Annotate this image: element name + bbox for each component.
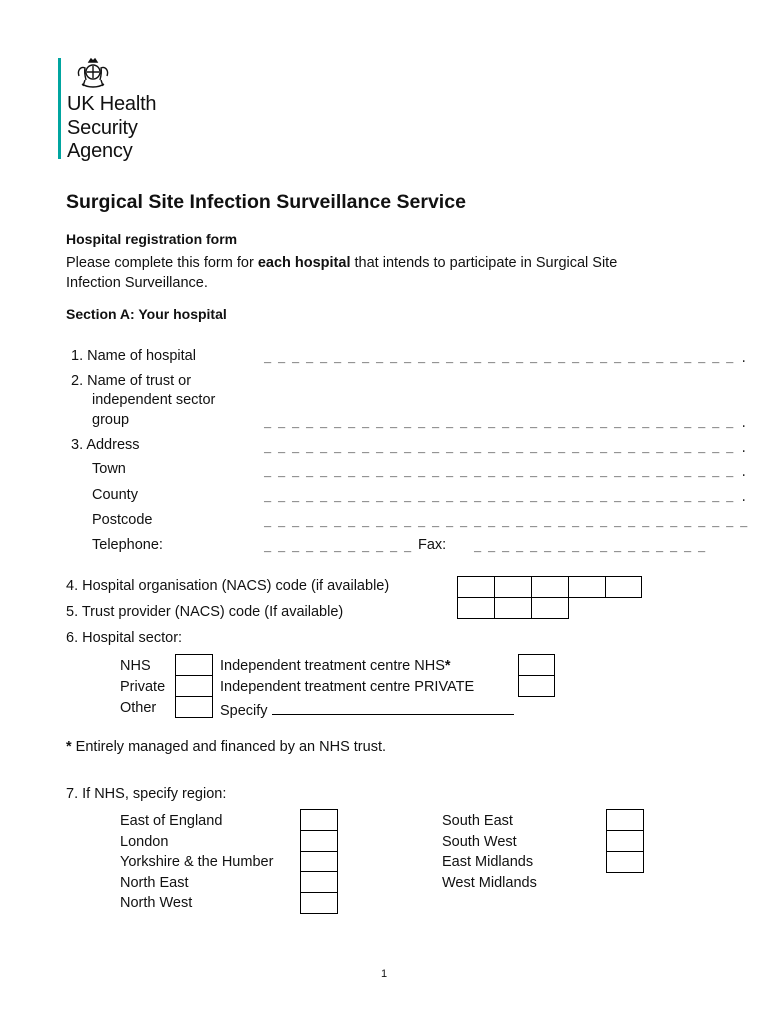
hospital-code-box-5[interactable] — [605, 576, 642, 598]
trust-name-field[interactable]: _ _ _ _ _ _ _ _ _ _ _ _ _ _ _ _ _ _ _ _ _ _ _ _ _ _ _ _ _ _ _ _ _ _ . — [264, 417, 748, 431]
region-north-east-checkbox[interactable] — [300, 871, 338, 893]
specify-label: Specify — [220, 703, 268, 719]
footnote-asterisk: * — [66, 739, 72, 755]
region-london-checkbox[interactable] — [300, 830, 338, 852]
intro-paragraph — [66, 254, 676, 293]
sector-other-label: Other — [120, 700, 157, 716]
region-south-east-checkbox[interactable] — [606, 809, 644, 831]
hospital-code-box-1[interactable] — [457, 576, 495, 598]
hospital-name-field[interactable]: _ _ _ _ _ _ _ _ _ _ _ _ _ _ _ _ _ _ _ _ _ _ _ _ _ _ _ _ _ _ _ _ _ _ . — [264, 352, 748, 366]
sector-itc-private-checkbox[interactable] — [518, 675, 555, 697]
intro-text-after: that intends to participate in Surgical Site Infection Surveillance. — [66, 255, 618, 291]
page-number: 1 — [381, 968, 388, 980]
region-london-label: London — [120, 834, 169, 850]
trust-name-label-3: group — [92, 412, 130, 428]
region-south-west-checkbox[interactable] — [606, 830, 644, 852]
trust-name-label-1: 2. Name of trust or — [71, 373, 192, 389]
hospital-code-box-2[interactable] — [494, 576, 532, 598]
county-field[interactable]: _ _ _ _ _ _ _ _ _ _ _ _ _ _ _ _ _ _ _ _ _ _ _ _ _ _ _ _ _ _ _ _ _ _ . — [264, 491, 748, 505]
sector-itc-nhs-asterisk: * — [444, 658, 451, 674]
logo-line-2: Security — [67, 116, 138, 139]
footnote-text: Entirely managed and financed by an NHS trust. — [71, 739, 386, 755]
region-north-east-label: North East — [120, 875, 189, 891]
region-yorkshire-checkbox[interactable] — [300, 851, 338, 873]
logo-line-3: Agency — [67, 140, 133, 162]
hospital-code-box-3[interactable] — [531, 576, 569, 598]
specify-row — [220, 698, 514, 721]
page-title: Surgical Site Infection Surveillance Service — [66, 191, 466, 213]
logo-accent-bar — [58, 58, 61, 159]
fax-label: Fax: — [418, 537, 447, 553]
trust-nacs-code-label: 5. Trust provider (NACS) code (If available) — [66, 604, 344, 620]
royal-crest-icon — [76, 58, 110, 90]
logo-line-1: UK Health — [67, 93, 157, 115]
sector-itc-nhs-checkbox[interactable] — [518, 654, 555, 676]
sector-itc-nhs-label — [220, 656, 451, 676]
sector-other-checkbox[interactable] — [175, 696, 213, 718]
trust-code-box-2[interactable] — [494, 597, 532, 619]
form-subtitle: Hospital registration form — [66, 231, 238, 247]
footnote — [66, 737, 386, 757]
sector-itc-nhs-text: Independent treatment centre NHS — [220, 658, 445, 674]
town-field[interactable]: _ _ _ _ _ _ _ _ _ _ _ _ _ _ _ _ _ _ _ _ _ _ _ _ _ _ _ _ _ _ _ _ _ _ . — [264, 466, 748, 480]
region-south-west-label: South West — [442, 834, 517, 850]
section-a-heading: Section A: Your hospital — [66, 306, 227, 322]
specify-input-line[interactable] — [272, 698, 514, 715]
hospital-nacs-code-label: 4. Hospital organisation (NACS) code (if available) — [66, 578, 390, 594]
agency-logo-text — [67, 93, 156, 164]
address-field[interactable]: _ _ _ _ _ _ _ _ _ _ _ _ _ _ _ _ _ _ _ _ _ _ _ _ _ _ _ _ _ _ _ _ _ _ . — [264, 442, 748, 456]
telephone-field[interactable]: _ _ _ _ _ _ _ _ _ _ _ — [264, 541, 412, 555]
town-label: Town — [92, 461, 126, 477]
region-east-of-england-label: East of England — [120, 813, 223, 829]
hospital-sector-label: 6. Hospital sector: — [66, 630, 183, 646]
hospital-name-label: 1. Name of hospital — [71, 348, 196, 364]
trust-name-label-2: independent sector — [92, 392, 216, 408]
sector-itc-private-label: Independent treatment centre PRIVATE — [220, 679, 475, 695]
sector-private-checkbox[interactable] — [175, 675, 213, 697]
intro-text-before: Please complete this form for — [66, 255, 258, 271]
intro-text-bold: each hospital — [257, 255, 351, 271]
trust-code-box-3[interactable] — [531, 597, 569, 619]
telephone-label: Telephone: — [92, 537, 163, 553]
region-yorkshire-label: Yorkshire & the Humber — [120, 854, 274, 870]
postcode-label: Postcode — [92, 512, 153, 528]
county-label: County — [92, 487, 138, 503]
sector-nhs-label: NHS — [120, 658, 151, 674]
region-north-west-label: North West — [120, 895, 193, 911]
sector-private-label: Private — [120, 679, 166, 695]
fax-field[interactable]: _ _ _ _ _ _ _ _ _ _ _ _ _ _ _ _ _ — [474, 541, 706, 555]
region-west-midlands-label: West Midlands — [442, 875, 537, 891]
region-east-of-england-checkbox[interactable] — [300, 809, 338, 831]
address-label: 3. Address — [71, 437, 140, 453]
region-north-west-checkbox[interactable] — [300, 892, 338, 914]
sector-nhs-checkbox[interactable] — [175, 654, 213, 676]
hospital-code-box-4[interactable] — [568, 576, 606, 598]
region-east-midlands-checkbox[interactable] — [606, 851, 644, 873]
trust-code-box-1[interactable] — [457, 597, 495, 619]
postcode-field[interactable]: _ _ _ _ _ _ _ _ _ _ _ _ _ _ _ _ _ _ _ _ _ _ _ _ _ _ _ _ _ _ _ _ _ _ _ — [264, 516, 748, 530]
region-south-east-label: South East — [442, 813, 513, 829]
region-east-midlands-label: East Midlands — [442, 854, 534, 870]
nhs-region-label: 7. If NHS, specify region: — [66, 786, 227, 802]
